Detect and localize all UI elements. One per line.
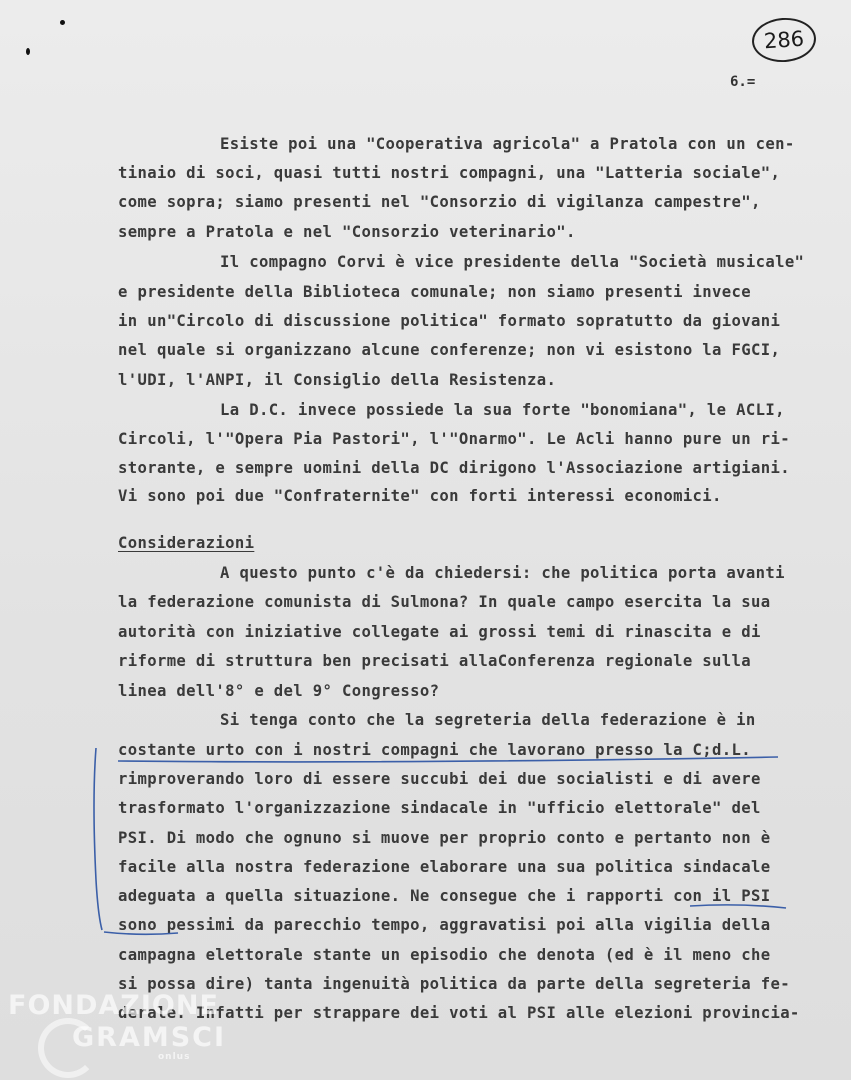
text-line: sempre a Pratola e nel "Consorzio veterinario".	[118, 223, 576, 241]
text-line: in un"Circolo di discussione politica" formato sopratutto da giovani	[118, 312, 781, 330]
text-line: derale. Infatti per strappare dei voti al PSI alle elezioni provincia-	[118, 1004, 800, 1022]
text-line: adeguata a quella situazione. Ne consegue che i rapporti con il PSI	[118, 887, 771, 905]
watermark-text: FONDAZIONE	[8, 990, 219, 1021]
text-line: trasformato l'organizzazione sindacale in "ufficio elettorale" del	[118, 799, 761, 817]
text-line: come sopra; siamo presenti nel "Consorzio di vigilanza campestre",	[118, 193, 761, 211]
text-line: sono pessimi da parecchio tempo, aggravatisi poi alla vigilia della	[118, 916, 771, 934]
text-line: Vi sono poi due "Confraternite" con forti interessi economici.	[118, 487, 722, 505]
text-line: storante, e sempre uomini della DC dirigono l'Associazione artigiani.	[118, 459, 790, 477]
text-line: Il compagno Corvi è vice presidente della "Società musicale"	[220, 253, 805, 271]
text-line: riforme di struttura ben precisati allaConferenza regionale sulla	[118, 652, 751, 670]
text-line: A questo punto c'è da chiedersi: che politica porta avanti	[220, 564, 785, 582]
text-line: campagna elettorale stante un episodio che denota (ed è il meno che	[118, 946, 771, 964]
page-number: 6.=	[730, 74, 756, 90]
text-line: autorità con iniziative collegate ai grossi temi di rinascita e di	[118, 623, 761, 641]
text-line: facile alla nostra federazione elaborare una sua politica sindacale	[118, 858, 771, 876]
watermark-text: onlus	[158, 1052, 191, 1062]
archive-number-stamp: 286	[751, 16, 818, 64]
text-line: Esiste poi una "Cooperativa agricola" a Pratola con un cen-	[220, 135, 795, 153]
text-line: rimproverando loro di essere succubi dei due socialisti e di avere	[118, 770, 761, 788]
text-line: tinaio di soci, quasi tutti nostri compagni, una "Latteria sociale",	[118, 164, 781, 182]
text-line: l'UDI, l'ANPI, il Consiglio della Resistenza.	[118, 371, 557, 389]
watermark-text: GRAMSCI	[72, 1022, 227, 1053]
text-line: e presidente della Biblioteca comunale; non siamo presenti invece	[118, 283, 751, 301]
text-line: Circoli, l'"Opera Pia Pastori", l'"Onarmo". Le Acli hanno pure un ri-	[118, 430, 790, 448]
text-line: si possa dire) tanta ingenuità politica da parte della segreteria fe-	[118, 975, 790, 993]
text-line: PSI. Di modo che ognuno si muove per proprio conto e pertanto non è	[118, 829, 771, 847]
foundation-watermark	[8, 990, 268, 1074]
text-line: La D.C. invece possiede la sua forte "bonomiana", le ACLI,	[220, 401, 785, 419]
text-line: Si tenga conto che la segreteria della federazione è in	[220, 711, 756, 729]
text-line: nel quale si organizzano alcune conferenze; non vi esistono la FGCI,	[118, 341, 781, 359]
text-line: la federazione comunista di Sulmona? In quale campo esercita la sua	[118, 593, 771, 611]
text-line: costante urto con i nostri compagni che lavorano presso la C;d.L.	[118, 741, 751, 759]
section-heading: Considerazioni	[118, 534, 255, 552]
text-line: linea dell'8° e del 9° Congresso?	[118, 682, 440, 700]
